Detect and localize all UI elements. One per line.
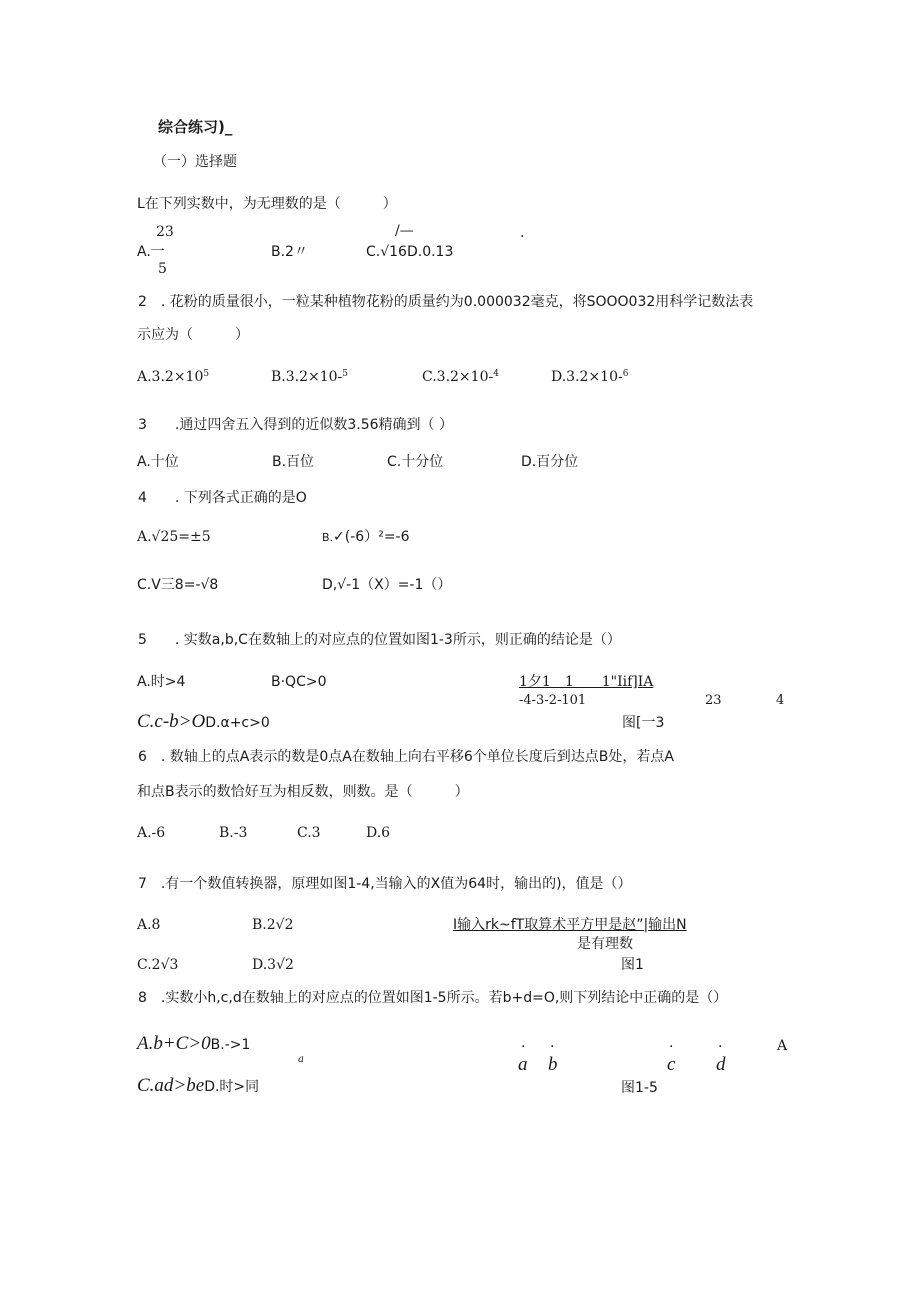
q7-flowchart-branch: 是有理数 <box>577 936 633 952</box>
q5-option-cd: C.c-b>OD.α+c>0 <box>137 711 270 732</box>
q3-option-d: D.百分位 <box>521 454 579 470</box>
q4-option-b: B.✓(-6）²=-6 <box>322 529 410 545</box>
q3-option-b: B.百位 <box>272 454 315 470</box>
q6-option-d: D.6 <box>366 825 391 841</box>
page-title: 综合练习)_ <box>158 118 233 136</box>
q1-option-a-numerator: 23 <box>156 224 174 240</box>
q5-figure-ticks: -4-3-2-101 <box>519 693 587 708</box>
q4-option-c: C.V三8=-√8 <box>137 577 219 593</box>
q8-point-dot: · <box>669 1039 674 1055</box>
q7-option-d: D.3√2 <box>252 957 294 973</box>
q6-option-a: A.-6 <box>137 825 166 841</box>
section-heading: （一）选择题 <box>153 154 237 170</box>
q8-point-dot: · <box>550 1039 555 1055</box>
q4-stem: 4 . 下列各式正确的是O <box>138 490 307 506</box>
q7-option-b: B.2√2 <box>252 917 294 933</box>
q2-option-d: D.3.2×10-$^6$ <box>551 369 629 385</box>
q2-option-c: C.3.2×10-$^4$ <box>422 369 499 385</box>
q2-stem-line2: 示应为（ ） <box>137 327 249 343</box>
q4-option-d: D,√-1（X）=-1（） <box>322 577 452 593</box>
q5-figure-caption: 图[一3 <box>622 715 665 731</box>
q5-stem: 5 . 实数a,b,C在数轴上的对应点的位置如图1-3所示，则正确的结论是（） <box>138 632 621 648</box>
q3-option-a: A.十位 <box>137 454 179 470</box>
q8-figure-label-b: b <box>548 1054 558 1075</box>
q7-option-a: A.8 <box>137 917 161 933</box>
q8-option-ab: A.b+C>0B.->1 <box>137 1033 251 1054</box>
q6-stem-line1: 6 . 数轴上的点A表示的数是0点A在数轴上向右平移6个单位长度后到达点B处，若点A <box>138 749 674 765</box>
q6-option-b: B.-3 <box>219 825 248 841</box>
q6-stem-line2: 和点B表示的数恰好互为相反数，则数。是（ ） <box>137 784 469 800</box>
q7-flowchart: I输入rk~fT取算术平方甲是赵”|输出N <box>453 917 687 933</box>
q1-option-a: A.一 <box>137 244 165 260</box>
q5-option-a: A.时>4 <box>137 674 186 690</box>
q2-option-b: B.3.2×10-$^5$ <box>271 369 349 385</box>
q1-option-a-denominator: 5 <box>158 261 167 277</box>
q2-option-a: $A.3.2\times 10^5$ <box>137 369 210 385</box>
q4-option-a: A.√25=±5 <box>137 529 211 545</box>
q1-top-dot: . <box>520 225 525 241</box>
q3-stem: 3 .通过四舍五入得到的近似数3.56精确到（ ） <box>138 417 453 433</box>
q8-figure-caption: 图1-5 <box>621 1080 658 1096</box>
q1-option-cd: C.√16D.0.13 <box>366 244 454 260</box>
q8-point-dot: · <box>521 1039 526 1055</box>
q7-option-c: C.2√3 <box>137 957 179 973</box>
q2-stem-line1: 2 . 花粉的质量很小，一粒某种植物花粉的质量约为0.000032毫克，将SOOO032用科学记数法表 <box>138 294 754 310</box>
q8-small-a: a <box>298 1054 304 1065</box>
q6-option-c: C.3 <box>297 825 321 841</box>
q1-top-mark: /— <box>395 223 414 239</box>
q8-figure-label-c: c <box>667 1054 676 1075</box>
q1-option-b: B.2〃 <box>271 244 308 260</box>
q3-option-c: C.十分位 <box>387 454 444 470</box>
q8-figure-label-A: A <box>777 1038 788 1054</box>
q7-figure-caption: 图1 <box>621 957 644 973</box>
q8-figure-label-a: a <box>518 1054 528 1075</box>
q7-stem: 7 .有一个数值转换器，原理如图1-4,当输入的X值为64时，输出的)，值是（） <box>138 876 632 892</box>
q8-stem: 8 .实数小h,c,d在数轴上的对应点的位置如图1-5所示。若b+d=O,则下列结论中正确的是（） <box>138 990 728 1006</box>
q8-figure-label-d: d <box>716 1054 726 1075</box>
q5-figure-number-line: 1夕1 1 1"Iif]IA <box>519 674 654 690</box>
q8-option-cd: C.ad>beD.时>同 <box>137 1075 260 1096</box>
q5-figure-tick-23: 23 <box>705 693 722 708</box>
check-icon: ✓ <box>333 529 345 545</box>
q1-stem: L在下列实数中，为无理数的是（ ） <box>137 196 397 212</box>
q8-point-dot: · <box>718 1039 723 1055</box>
q5-figure-tick-4: 4 <box>776 693 785 708</box>
q5-option-b: B·QC>0 <box>271 674 327 690</box>
